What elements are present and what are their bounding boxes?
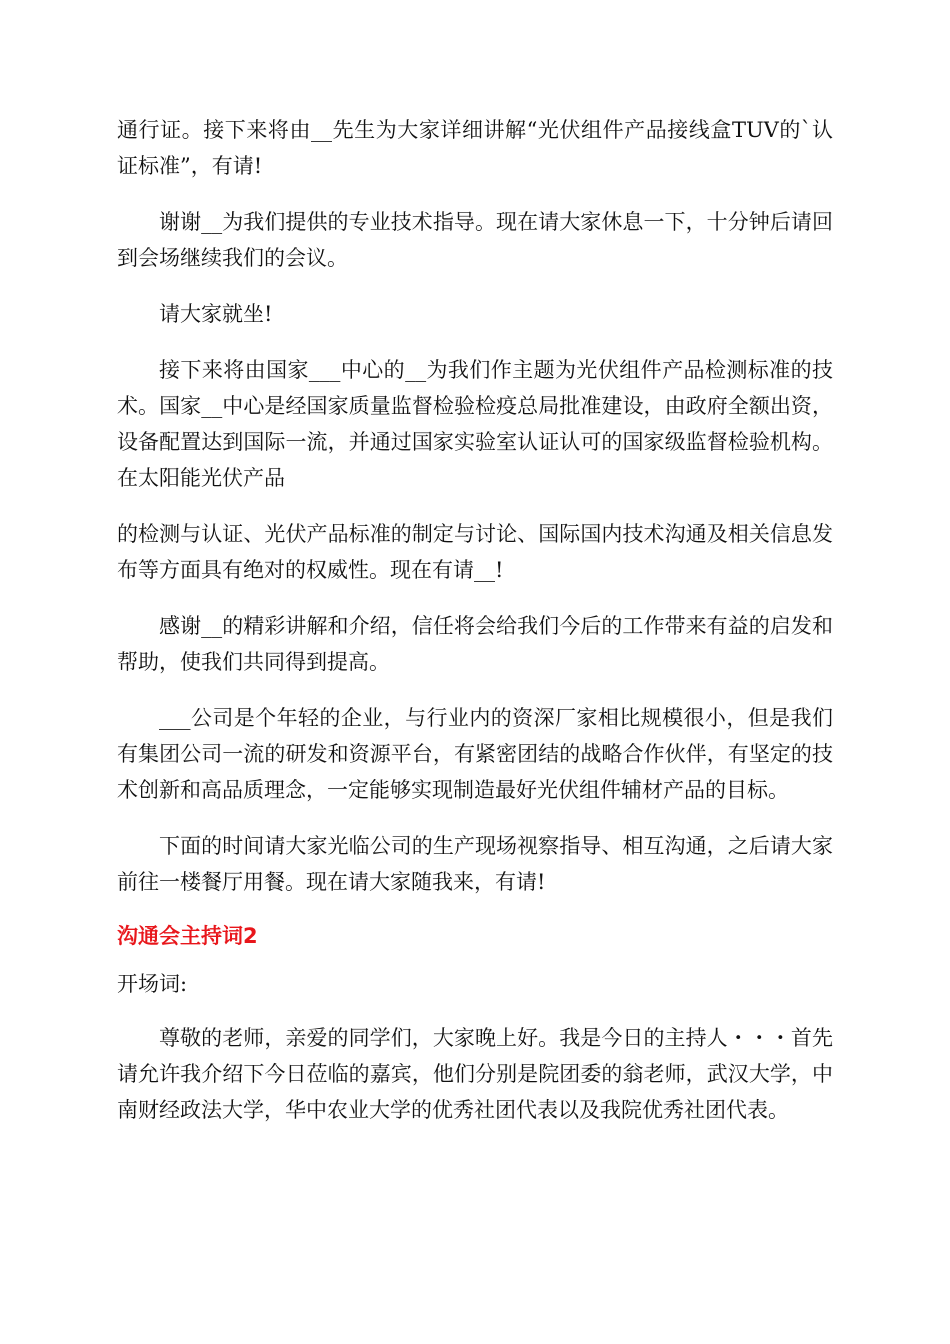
paragraph-thanks-break: 谢谢__为我们提供的专业技术指导。现在请大家休息一下，十分钟后请回到会场继续我们的会议。 [117,210,833,270]
paragraph-please-sit: 请大家就坐! [159,302,273,326]
paragraph-authority: 的检测与认证、光伏产品标准的制定与讨论、国际国内技术沟通及相关信息发布等方面具有绝对的权威性。现在有请__! [117,522,833,582]
document-body [117,112,833,1148]
paragraph-pass-intro: 通行证。接下来将由__先生为大家详细讲解“光伏组件产品接线盒TUV的`认证标准”，有请! [117,118,833,178]
paragraph-opening-speech: 尊敬的老师，亲爱的同学们，大家晚上好。我是今日的主持人・・・首先请允许我介绍下今日莅临的嘉宾，他们分别是院团委的翁老师，武汉大学，中南财经政法大学，华中农业大学的优秀社团代表以及我院优秀社团代表。 [117,1026,833,1122]
paragraph-site-visit: 下面的时间请大家光临公司的生产现场视察指导、相互沟通，之后请大家前往一楼餐厅用餐。现在请大家随我来，有请! [117,834,833,894]
paragraph-company-intro: ___公司是个年轻的企业，与行业内的资深厂家相比规模很小，但是我们有集团公司一流的研发和资源平台，有紧密团结的战略合作伙伴，有坚定的技术创新和高品质理念，一定能够实现制造最好光伏组件辅材产品的目标。 [117,706,833,802]
paragraph-thanks-lecture: 感谢__的精彩讲解和介绍，信任将会给我们今后的工作带来有益的启发和帮助，使我们共同得到提高。 [117,614,833,674]
paragraph-national-center: 接下来将由国家___中心的__为我们作主题为光伏组件产品检测标准的技术。国家__中心是经国家质量监督检验检疫总局批准建设，由政府全额出资，设备配置达到国际一流，并通过国家实验室认证认可的国家级监督检验机构。在太阳能光伏产品 [117,358,833,490]
opening-label: 开场词: [117,972,188,996]
section-heading: 沟通会主持词2 [117,924,258,948]
